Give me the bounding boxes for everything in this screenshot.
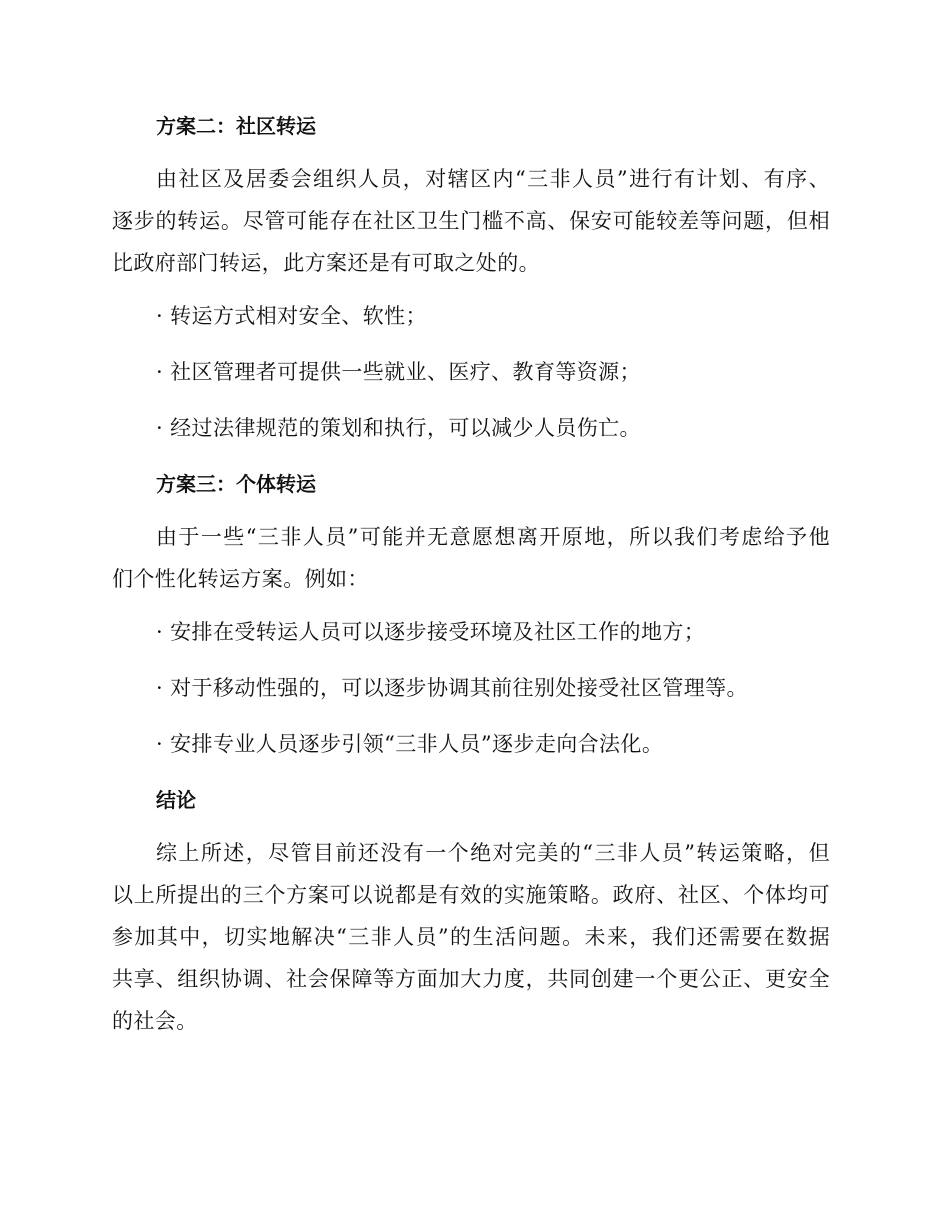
paragraph-line: 比政府部门转运，此方案还是有可取之处的。 [112,251,540,275]
bullet-item: · 社区管理者可提供一些就业、医疗、教育等资源； [156,360,641,384]
paragraph-line: 的社会。 [112,1009,198,1033]
bullet-item: · 对于移动性强的，可以逐步协调其前往别处接受社区管理等。 [156,676,748,700]
paragraph-line: 综上所述，尽管目前还没有一个绝对完美的“三非人员”转运策略，但 [156,841,830,865]
paragraph-line: 参加其中，切实地解决“三非人员”的生活问题。未来，我们还需要在数据 [112,925,830,949]
section-paragraph [112,516,830,600]
bullet-item: · 安排专业人员逐步引领“三非人员”逐步走向合法化。 [156,732,664,756]
section-heading-community-transfer: 方案二：社区转运 [156,114,316,138]
bullet-item: · 经过法律规范的策划和执行，可以减少人员伤亡。 [156,416,641,440]
paragraph-line: 逐步的转运。尽管可能存在社区卫生门槛不高、保安可能较差等问题，但相 [112,209,830,233]
paragraph-line: 由于一些“三非人员”可能并无意愿想离开原地，所以我们考虑给予他 [156,525,830,549]
section-paragraph [112,832,830,1042]
bullet-item: · 转运方式相对安全、软性； [156,304,427,328]
paragraph-line: 由社区及居委会组织人员，对辖区内“三非人员”进行有计划、有序、 [156,167,830,191]
paragraph-line: 们个性化转运方案。例如： [112,567,369,591]
paragraph-line: 共享、组织协调、社会保障等方面加大力度，共同创建一个更公正、更安全 [112,967,830,991]
paragraph-line: 以上所提出的三个方案可以说都是有效的实施策略。政府、社区、个体均可 [112,883,830,907]
section-paragraph [112,158,830,284]
document-page [112,102,830,1050]
bullet-item: · 安排在受转运人员可以逐步接受环境及社区工作的地方； [156,620,706,644]
section-heading-conclusion: 结论 [156,788,196,812]
section-heading-individual-transfer: 方案三：个体转运 [156,472,316,496]
